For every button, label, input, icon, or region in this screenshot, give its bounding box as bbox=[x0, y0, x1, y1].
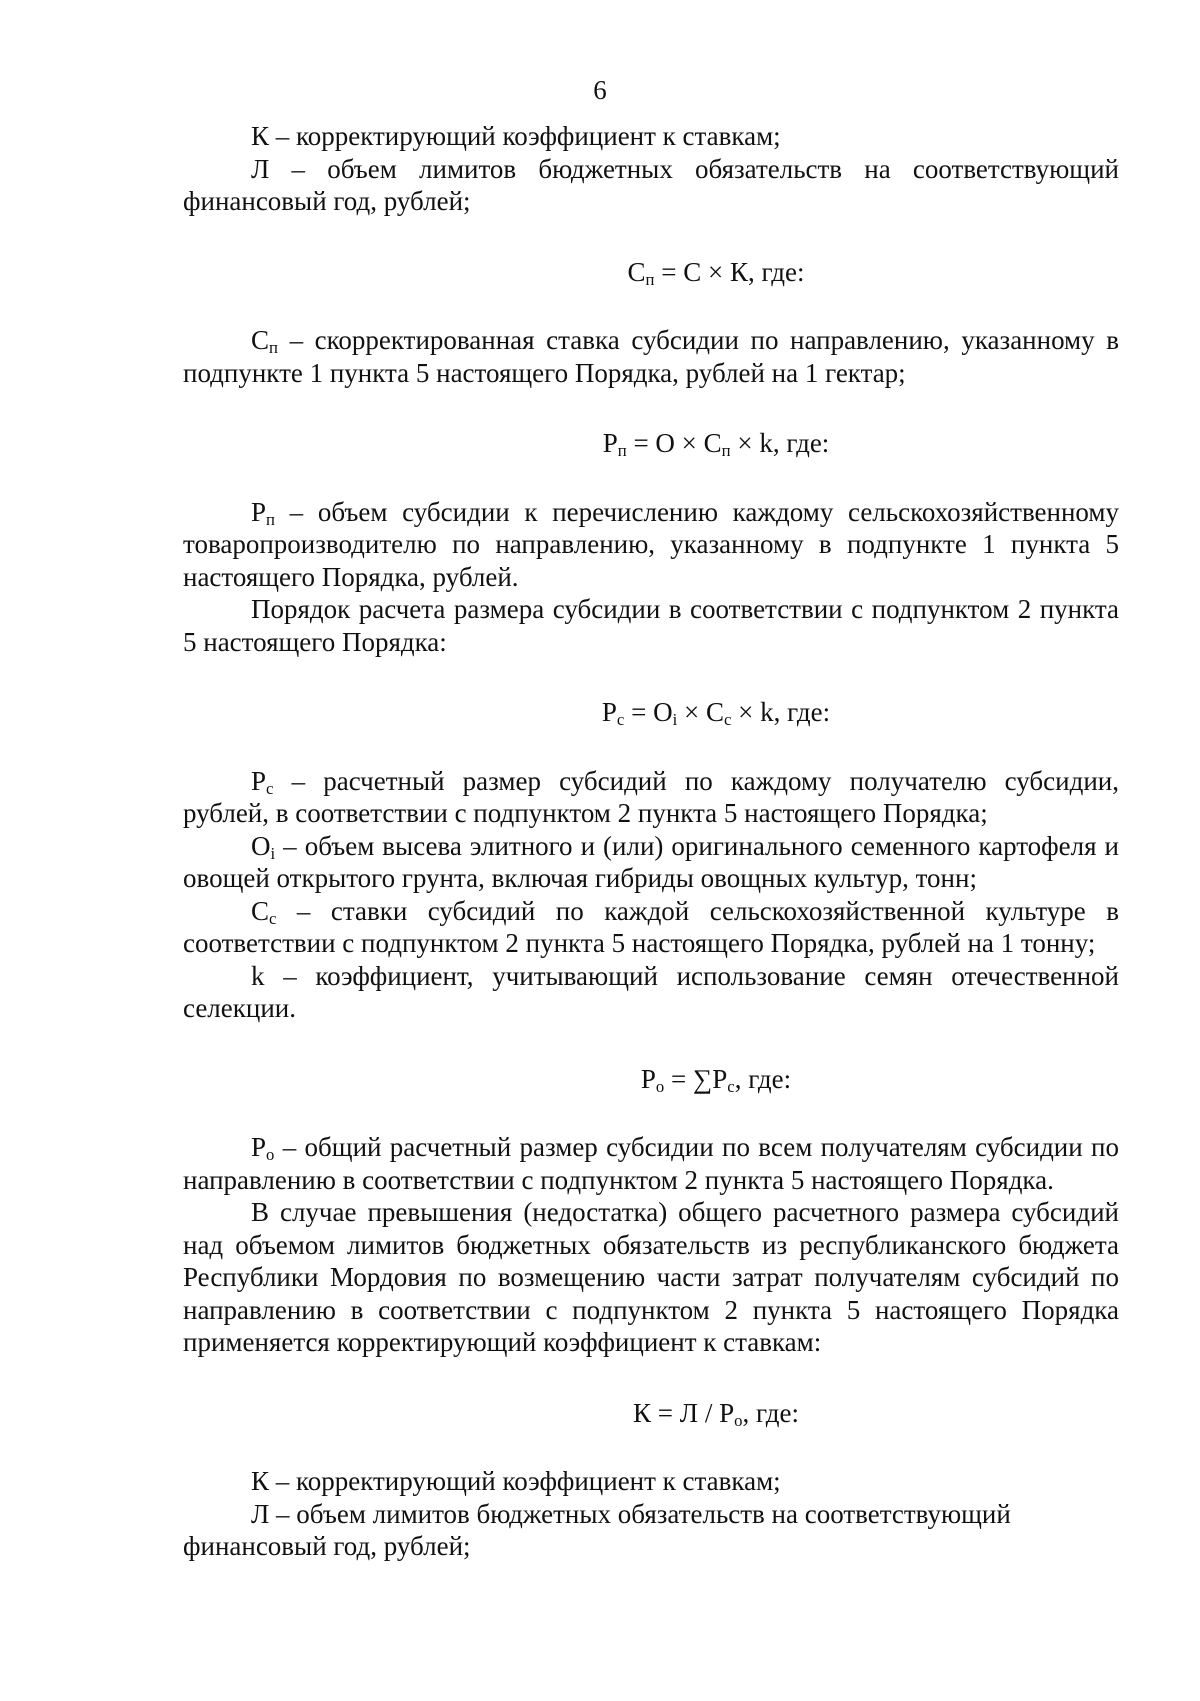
definition-text: – объем субсидии к перечислению каждому сельскохозяйственному товаропроизводителю по направлению, указанному в подпункте 1 пункта 5 настоящего Порядка, рублей. bbox=[183, 496, 1119, 592]
formula-rc bbox=[183, 696, 1119, 729]
formula-subscript: п bbox=[721, 441, 731, 461]
definition-subscript: п bbox=[266, 509, 275, 529]
formula-ro bbox=[183, 1063, 1119, 1096]
paragraph-correction-case: В случае превышения (недостатка) общего расчетного размера субсидий над объемом лимитов бюджетных обязательств из республиканского бюджета Республики Мордовия по возмещению части затрат получателям субсидий по направлению в соответствии с подпунктом 2 пункта 5 настоящего Порядка применяется корректирующий коэффициент к ставкам: bbox=[183, 1197, 1119, 1357]
document-body bbox=[183, 120, 1119, 1563]
definition-symbol: С bbox=[251, 325, 270, 355]
formula-subscript: п bbox=[645, 269, 655, 289]
paragraph-l-definition: Л – объем лимитов бюджетных обязательств на соответствующий финансовый год, рублей; bbox=[183, 153, 1119, 216]
paragraph-cc-definition bbox=[183, 895, 1119, 960]
definition-symbol: Р bbox=[251, 1132, 267, 1162]
formula-rest: = С × К, где: bbox=[654, 256, 805, 287]
formula-subscript: о bbox=[734, 1410, 743, 1430]
definition-subscript: п bbox=[269, 338, 278, 358]
definition-subscript: с bbox=[266, 778, 274, 798]
definition-text: – расчетный размер субсидий по каждому получателю субсидии, рублей, в соответствии с подпунктом 2 пункта 5 настоящего Порядка; bbox=[183, 765, 1119, 828]
formula-part: = ∑Р bbox=[664, 1063, 728, 1094]
formula-subscript: с bbox=[727, 1076, 735, 1096]
paragraph-rp-definition bbox=[183, 496, 1119, 594]
definition-symbol: Р bbox=[251, 496, 267, 527]
formula-rest: × k, где: bbox=[730, 428, 830, 458]
formula-symbol: К = Л / Р bbox=[633, 1397, 735, 1428]
paragraph-k-coefficient-definition: k – коэффициент, учитывающий использование семян отечественной селекции. bbox=[183, 960, 1119, 1023]
paragraph-calculation-order: Порядок расчета размера субсидии в соответствии с подпунктом 2 пункта 5 настоящего Порядка: bbox=[183, 594, 1119, 657]
formula-subscript: о bbox=[655, 1076, 665, 1096]
paragraph-l-definition-repeat: Л – объем лимитов бюджетных обязательств на соответствующий финансовый год, рублей; bbox=[183, 1498, 1011, 1561]
paragraph-cp-definition bbox=[183, 324, 1119, 389]
formula-subscript: с bbox=[723, 710, 732, 730]
formula-symbol: Р bbox=[601, 697, 617, 727]
paragraph-oi-definition bbox=[183, 830, 1119, 895]
formula-rest: , где: bbox=[734, 1063, 792, 1094]
definition-text: – объем высева элитного и (или) оригинального семенного картофеля и овощей открытого грунта, включая гибриды овощных культур, тонн; bbox=[183, 830, 1119, 893]
formula-subscript: с bbox=[616, 710, 625, 730]
definition-symbol: С bbox=[251, 895, 270, 926]
definition-symbol: О bbox=[251, 830, 271, 861]
page-number: 6 bbox=[593, 75, 607, 105]
definition-symbol: Р bbox=[251, 765, 267, 796]
definition-text: – скорректированная ставка субсидии по направлению, указанному в подпункте 1 пункта 5 настоящего Порядка, рублей на 1 гектар; bbox=[183, 325, 1119, 388]
definition-text: – общий расчетный размер субсидии по всем получателям субсидии по направлению в соответствии с подпунктом 2 пункта 5 настоящего Порядка. bbox=[183, 1132, 1119, 1195]
formula-subscript: i bbox=[672, 710, 678, 730]
formula-middle: = О × С bbox=[626, 428, 722, 458]
formula-symbol: Р bbox=[640, 1063, 656, 1094]
definition-subscript: с bbox=[269, 908, 277, 928]
definition-subscript: о bbox=[266, 1145, 275, 1165]
formula-symbol: Р bbox=[602, 428, 618, 458]
formula-subscript: п bbox=[617, 441, 627, 461]
formula-rp bbox=[183, 427, 1119, 460]
formula-rest: × k, где: bbox=[731, 697, 831, 727]
definition-subscript: i bbox=[270, 843, 276, 863]
paragraph-k-definition-repeat: К – корректирующий коэффициент к ставкам; bbox=[251, 1466, 781, 1496]
formula-rest: , где: bbox=[742, 1397, 799, 1428]
formula-symbol: С bbox=[627, 256, 646, 287]
formula-cp bbox=[183, 256, 1119, 289]
formula-k bbox=[183, 1397, 1119, 1430]
paragraph-k-definition: К – корректирующий коэффициент к ставкам; bbox=[251, 121, 781, 151]
paragraph-rc-definition bbox=[183, 765, 1119, 830]
definition-text: – ставки субсидий по каждой сельскохозяйственной культуре в соответствии с подпунктом 2 пункта 5 настоящего Порядка, рублей на 1 тонну; bbox=[183, 895, 1119, 958]
formula-part: × С bbox=[677, 697, 724, 727]
paragraph-ro-definition bbox=[183, 1131, 1119, 1196]
formula-part: = О bbox=[624, 697, 673, 727]
